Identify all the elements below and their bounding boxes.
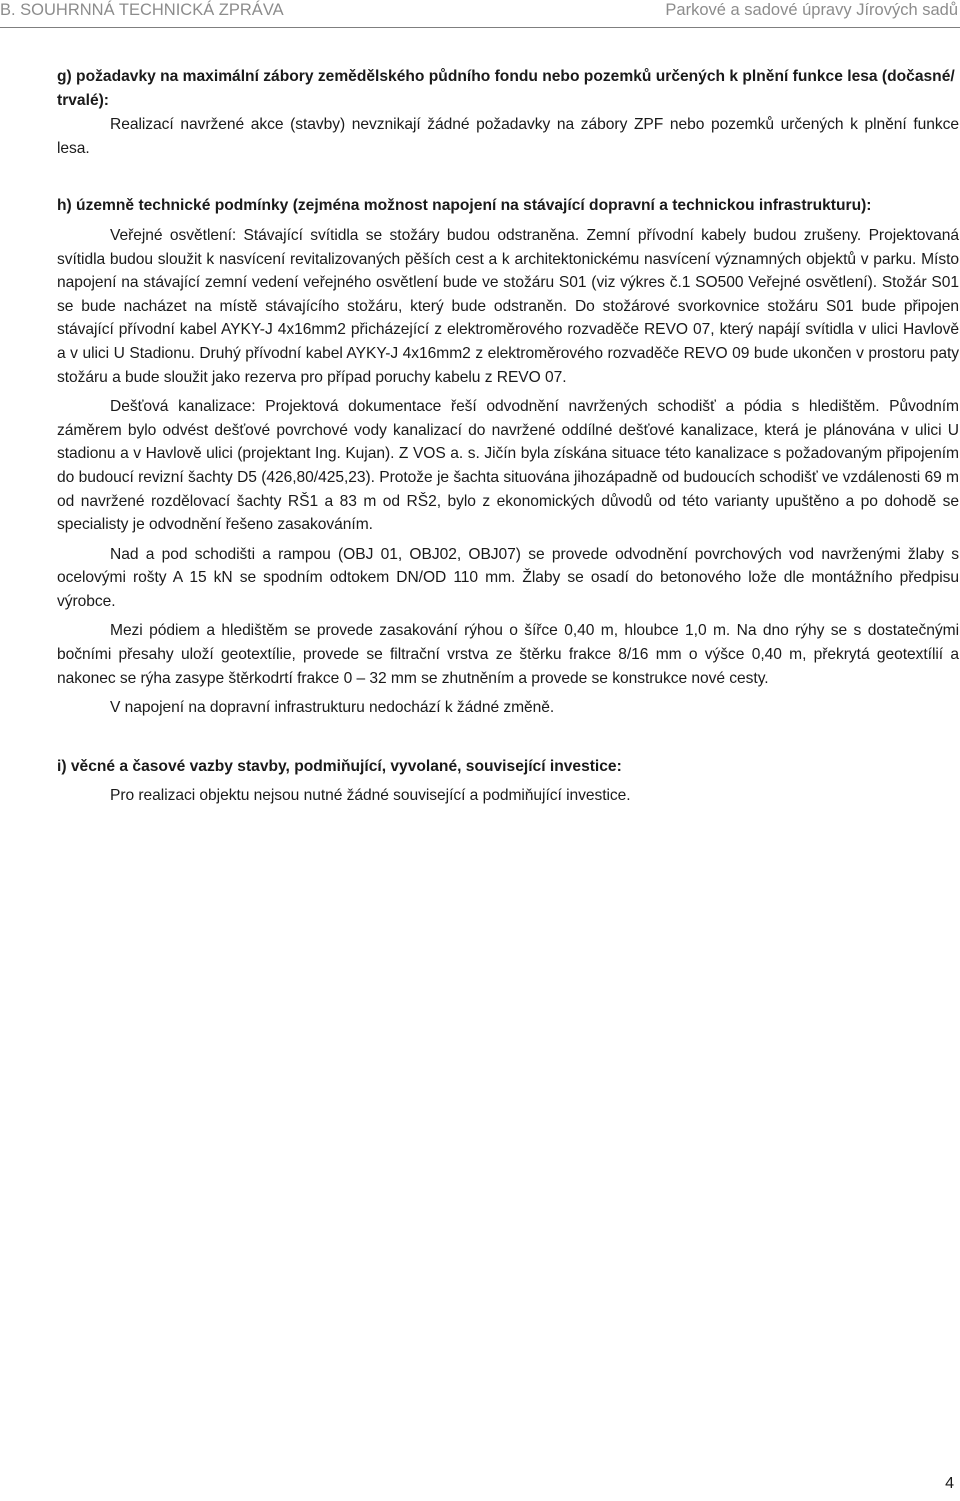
section-h-heading: h) územně technické podmínky (zejména možnost napojení na stávající dopravní a technickou infrastrukturu): [57,197,872,215]
section-h [57,194,959,719]
section-g-heading: g) požadavky na maximální zábory zemědělského půdního fondu nebo pozemků určených k plnění funkce lesa (dočasné/ trvalé): [57,68,955,109]
spacer [57,720,959,755]
section-i-paragraph: Pro realizaci objektu nejsou nutné žádné související a podmiňující investice. [110,787,631,805]
section-h-paragraph-transport: V napojení na dopravní infrastrukturu nedochází k žádné změně. [110,699,555,717]
section-i-heading: i) věcné a časové vazby stavby, podmiňující, vyvolané, související investice: [57,757,622,775]
page-header [0,0,960,28]
section-h-paragraph-gutters: Nad a pod schodišti a rampou (OBJ 01, OBJ02, OBJ07) se provede odvodnění povrchových vod navrženými žlaby s ocelovými rošty A 15 kN se spodním odtokem DN/OD 110 mm. Žlaby se osadí do betonového lože dle montážního předpisu výrobce. [57,545,959,610]
section-g-paragraph: Realizací navržené akce (stavby) nevznikají žádné požadavky na zábory ZPF nebo pozemků určených k plnění funkce lesa. [57,116,959,157]
section-g [57,65,959,160]
section-h-paragraph-lighting: Veřejné osvětlení: Stávající svítidla se stožáry budou odstraněna. Zemní přívodní kabely budou zrušeny. Projektovaná svítidla budou sloužit k nasvícení revitalizovaných pěších cest a k architektonickému nasvícení významných objektů v parku. Místo napojení na stávající zemní vedení veřejného osvětlení bude ve stožáru S01 (viz výkres č.1 SO500 Veřejné osvětlení). Stožár S01 se bude nacházet na místě stávajícího stožáru, který bude odstraněn. Do stožárové svorkovnice stožáru S01 bude připojen stávající přívodní kabel AYKY-J 4x16mm2 přicházející z elektroměrového rozvaděče REVO 07, který napájí svítidla v ulici Havlově a v ulici U Stadionu. Druhý přívodní kabel AYKY-J 4x16mm2 z elektroměrového rozvaděče REVO 09 bude ukončen v prostoru paty stožáru a bude sloužit jako rezerva pro případ poruchy kabelu z REVO 07. [57,226,959,386]
document-title: B. SOUHRNNÁ TECHNICKÁ ZPRÁVA [0,1,284,19]
document-body [57,65,959,808]
section-h-paragraph-drainage: Dešťová kanalizace: Projektová dokumentace řeší odvodnění navržených schodišť a pódia s hledištěm. Původním záměrem bylo odvést dešťové povrchové vody kanalizací do navržené oddílné dešťové kanalizace, která je plánována v ulici U stadionu a v Havlově ulici (projektant Ing. Kujan). Z VOS a. s. Jičín byla získána situace této kanalizace s požadovaným připojením do budoucí revizní šachty D5 (426,80/425,23). Protože je šachta situována jihozápadně od budoucích schodišť ve vzdálenosti 69 m od navržené rozdělovací šachty RŠ1 a 83 m od RŠ2, bylo z ekonomických důvodů od této varianty upuštěno a po dohodě se specialisty je odvodnění řešeno zasakováním. [57,398,959,534]
section-i [57,755,959,808]
page-number: 4 [945,1475,954,1492]
spacer [57,160,959,194]
project-title: Parkové a sadové úpravy Jírových sadů [665,1,958,19]
section-h-paragraph-infiltration: Mezi pódiem a hledištěm se provede zasakování rýhou o šířce 0,40 m, hloubce 1,0 m. Na dno rýhy se s dostatečnými bočními přesahy uloží geotextílie, provede se filtrační vrstva ze štěrku frakce 8/16 mm o výšce 0,40 m, překrytá geotextílií a nakonec se rýha zasype štěrkodrtí frakce 0 – 32 mm se zhutněním a provede se konstrukce nové cesty. [57,622,959,687]
